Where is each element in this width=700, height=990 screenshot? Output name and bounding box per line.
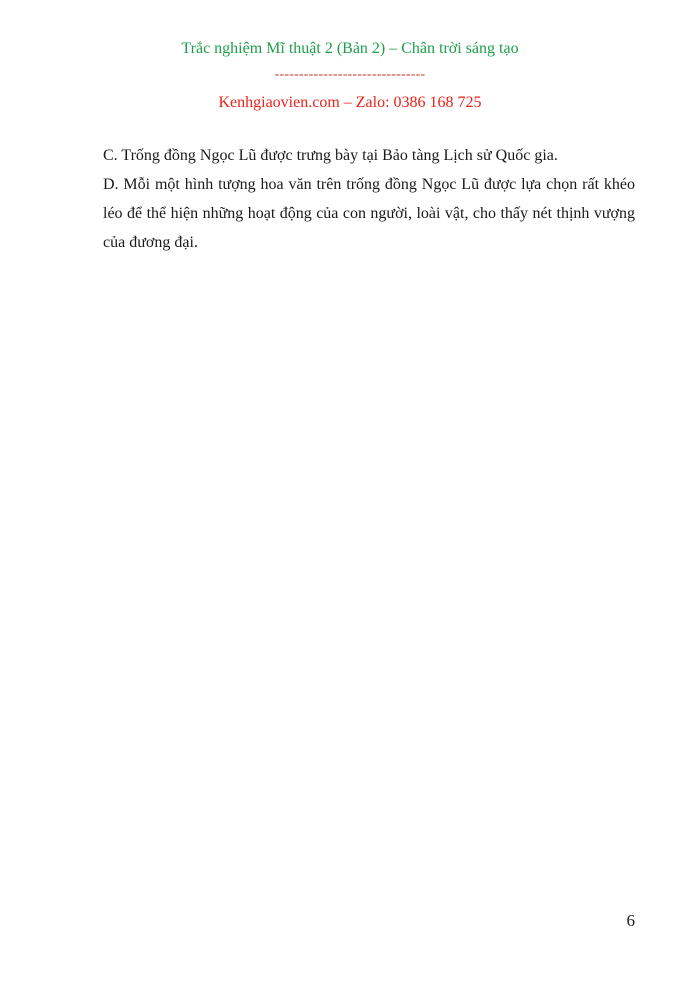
- header-contact: Kenhgiaovien.com – Zalo: 0386 168 725: [218, 94, 482, 111]
- header-divider: -------------------------------: [274, 67, 426, 82]
- option-d: D. Mỗi một hình tượng hoa văn trên trống đồng Ngọc Lũ được lựa chọn rất khéo léo để thể hiện những hoạt động của con người, loài vật, cho thấy nét thịnh vượng của đương đại.: [103, 176, 635, 251]
- page-number: 6: [626, 911, 635, 930]
- header-title: Trắc nghiệm Mĩ thuật 2 (Bản 2) – Chân trời sáng tạo: [181, 40, 519, 57]
- question-options: [103, 141, 635, 257]
- option-c: C. Trống đồng Ngọc Lũ được trưng bày tại Bảo tàng Lịch sử Quốc gia.: [103, 147, 558, 164]
